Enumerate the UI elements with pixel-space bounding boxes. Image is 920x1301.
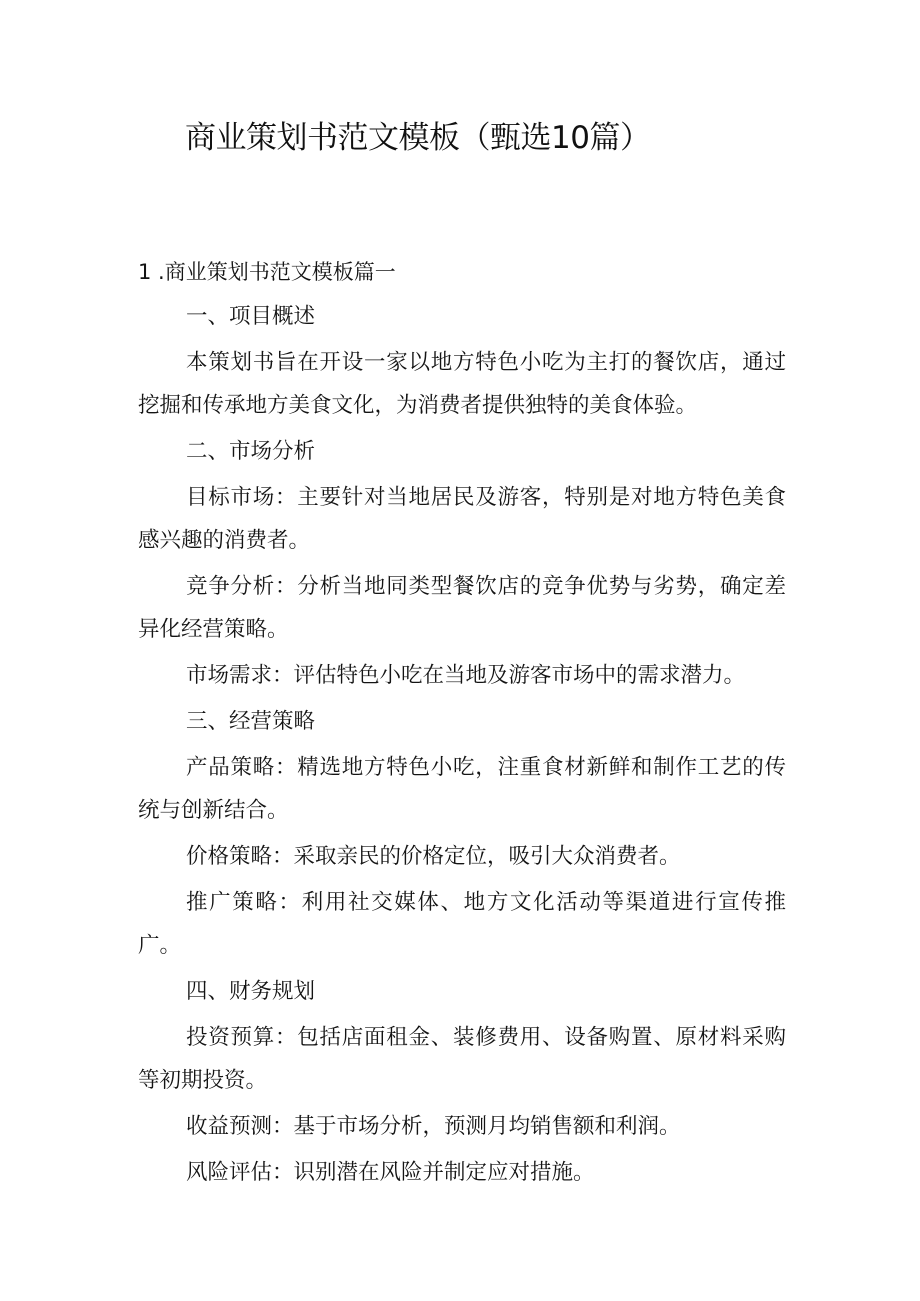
paragraph-target-market: 目标市场：主要针对当地居民及游客，特别是对地方特色美食感兴趣的消费者。 — [138, 485, 786, 553]
paragraph-competition-analysis: 竞争分析：分析当地同类型餐饮店的竞争优势与劣势，确定差异化经营策略。 — [138, 574, 786, 642]
document-title: 商业策划书范文模板（甄选10篇） — [185, 120, 651, 156]
paragraph-investment-budget: 投资预算：包括店面租金、装修费用、设备购置、原材料采购等初期投资。 — [138, 1025, 786, 1093]
paragraph-overview: 本策划书旨在开设一家以地方特色小吃为主打的餐饮店，通过挖掘和传承地方美食文化，为消费者提供独特的美食体验。 — [138, 350, 786, 418]
paragraph-promotion-strategy: 推广策略：利用社交媒体、地方文化活动等渠道进行宣传推广。 — [138, 890, 786, 958]
subheading-business-strategy: 三、经营策略 — [186, 709, 316, 734]
paragraph-risk-assessment: 风险评估：识别潜在风险并制定应对措施。 — [186, 1160, 595, 1185]
paragraph-price-strategy: 价格策略：采取亲民的价格定位，吸引大众消费者。 — [186, 844, 681, 869]
subheading-overview: 一、项目概述 — [186, 304, 316, 329]
subheading-market-analysis: 二、市场分析 — [186, 439, 316, 464]
paragraph-revenue-forecast: 收益预测：基于市场分析，预测月均销售额和利润。 — [186, 1114, 681, 1139]
paragraph-market-demand: 市场需求：评估特色小吃在当地及游客市场中的需求潜力。 — [186, 663, 746, 688]
paragraph-product-strategy: 产品策略：精选地方特色小吃，注重食材新鲜和制作工艺的传统与创新结合。 — [138, 755, 786, 823]
section-heading: 1 .商业策划书范文模板篇一 — [138, 260, 396, 284]
subheading-financial-planning: 四、财务规划 — [186, 979, 316, 1004]
document-body — [138, 252, 786, 1197]
